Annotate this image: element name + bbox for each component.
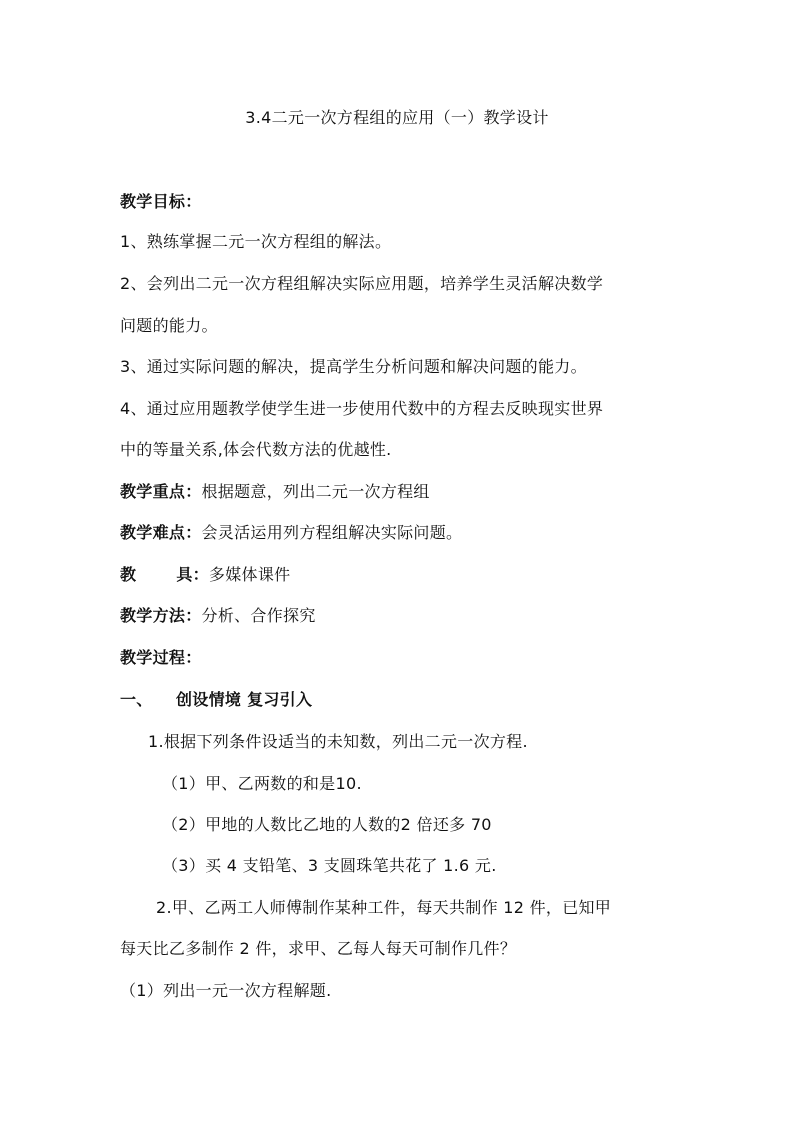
method-text: 分析、合作探究 — [201, 606, 316, 625]
difficulty-label: 教学难点： — [120, 523, 202, 542]
key-point-label: 教学重点： — [120, 482, 202, 501]
objective-1: 1、熟练掌握二元一次方程组的解法。 — [120, 232, 392, 251]
objective-2: 2、会列出二元一次方程组解决实际应用题，培养学生灵活解决数学 — [120, 274, 604, 293]
difficulty-text: 会灵活运用列方程组解决实际问题。 — [201, 523, 463, 542]
section-1-heading — [120, 690, 312, 710]
objective-4-continued: 中的等量关系,体会代数方法的优越性. — [120, 440, 392, 459]
question-1-item-3: （3）买 4 支铅笔、3 支圆珠笔共花了 1.6 元. — [162, 856, 497, 875]
method-row — [120, 606, 316, 626]
tools-row — [120, 565, 290, 585]
question-2-line-2: 每天比乙多制作 2 件，求甲、乙每人每天可制作几件？ — [120, 939, 517, 958]
method-label: 教学方法： — [120, 606, 202, 625]
key-point-row — [120, 482, 430, 502]
objective-4: 4、通过应用题教学使学生进一步使用代数中的方程去反映现实世界 — [120, 399, 604, 418]
objective-2-continued: 问题的能力。 — [120, 316, 218, 335]
tools-text: 多媒体课件 — [208, 565, 291, 584]
page-title: 3.4二元一次方程组的应用（一）教学设计 — [245, 108, 549, 127]
tools-label-b: 具： — [176, 565, 209, 584]
objectives-heading: 教学目标： — [120, 192, 202, 211]
question-2-line-1: 2.甲、乙两工人师傅制作某种工件，每天共制作 12 件，已知甲 — [156, 898, 612, 917]
difficulty-row — [120, 523, 462, 543]
tools-label-a: 教 — [120, 565, 137, 584]
question-1-item-1: （1）甲、乙两数的和是10. — [162, 774, 362, 793]
process-heading: 教学过程： — [120, 648, 202, 667]
section-1-number: 一、 — [120, 690, 153, 709]
section-1-title: 创设情境 复习引入 — [176, 690, 313, 709]
question-1-item-2: （2）甲地的人数比乙地的人数的2 倍还多 70 — [162, 815, 492, 834]
question-2-sub-1: （1）列出一元一次方程解题. — [120, 981, 332, 1000]
key-point-text: 根据题意，列出二元一次方程组 — [201, 482, 430, 501]
objective-3: 3、通过实际问题的解决，提高学生分析问题和解决问题的能力。 — [120, 357, 587, 376]
question-1: 1.根据下列条件设适当的未知数，列出二元一次方程. — [148, 732, 528, 751]
